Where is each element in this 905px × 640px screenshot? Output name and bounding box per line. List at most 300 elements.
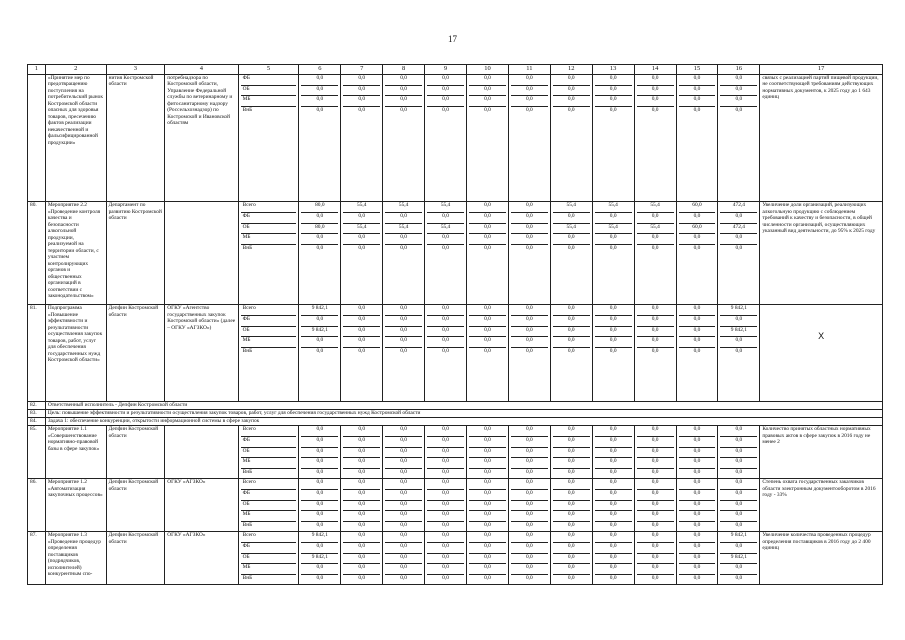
funding-value: 0,0 [637, 96, 674, 107]
row-number: 83. [28, 410, 46, 418]
funding-value: 0,0 [567, 347, 575, 354]
funding-value: 0,0 [609, 521, 617, 528]
year-values-cell [718, 75, 760, 202]
year-values-cell [592, 479, 634, 532]
funding-value: 0,0 [301, 96, 338, 107]
funding-value: 0,0 [469, 554, 506, 565]
funding-value: 0,0 [511, 96, 548, 107]
funding-value: 0,0 [720, 426, 757, 437]
funding-value: 0,0 [301, 564, 338, 575]
year-values-cell [466, 532, 508, 585]
funding-value: 0,0 [525, 106, 533, 113]
expected-result [760, 426, 883, 479]
funding-value: 0,0 [679, 554, 716, 565]
expected-result-text: Степень охвата государственных заказчиков области электронным документооборотом в 2016 году - 33% [762, 479, 876, 499]
funding-value: 0,0 [679, 75, 716, 86]
year-values-cell [299, 202, 341, 305]
funding-value: 0,0 [679, 479, 716, 490]
funding-value: 0,0 [679, 543, 716, 554]
funding-value: 0,0 [301, 75, 338, 86]
funding-value: 55,4 [553, 224, 590, 235]
funding-value: 0,0 [735, 244, 743, 251]
funding-value: 0,0 [385, 327, 422, 338]
funding-value: 0,0 [525, 244, 533, 251]
funding-value: 0,0 [567, 244, 575, 251]
column-number: 16 [718, 65, 760, 75]
year-values-cell [550, 305, 592, 402]
funding-value: 0,0 [427, 532, 464, 543]
year-values-cell [341, 202, 383, 305]
funding-value: 0,0 [637, 554, 674, 565]
funding-value: 0,0 [637, 316, 674, 327]
year-values-cell [508, 75, 550, 202]
funding-value: 0,0 [553, 75, 590, 86]
funding-value: 0,0 [469, 564, 506, 575]
funding-value: 0,0 [511, 234, 548, 245]
year-values-cell [466, 479, 508, 532]
section-row [28, 418, 883, 426]
funding-value: 55,4 [637, 202, 674, 213]
funding-value: 9 842,1 [720, 554, 757, 565]
funding-value: 0,0 [427, 96, 464, 107]
funding-value: 9 842,1 [301, 532, 338, 543]
funding-value: 0,0 [679, 448, 716, 459]
co-executor [165, 426, 238, 479]
funding-source: Всего [241, 202, 297, 213]
funding-value: 0,0 [553, 479, 590, 490]
funding-value: 0,0 [595, 501, 632, 512]
expected-result-text: Количество принятых областных нормативных правовых актов в сфере закупок в 2016 году не менее 2 [762, 426, 871, 446]
funding-value: 0,0 [301, 86, 338, 97]
funding-value: 0,0 [301, 511, 338, 522]
column-number: 9 [425, 65, 467, 75]
funding-value: 0,0 [301, 426, 338, 437]
funding-value: 0,0 [637, 511, 674, 522]
funding-value: 0,0 [484, 347, 491, 354]
funding-source: ОБ [241, 554, 297, 565]
funding-value: 0,0 [427, 213, 464, 224]
funding-value: 0,0 [385, 511, 422, 522]
funding-value: 55,4 [427, 202, 464, 213]
column-number: 4 [165, 65, 238, 75]
activity-name: Мероприятие 1.1 «Совершенствование нормативно-правовой базы в сфере закупок» [45, 426, 106, 479]
year-values-cell [634, 75, 676, 202]
funding-value: 0,0 [442, 521, 449, 528]
funding-value: 0,0 [735, 106, 743, 113]
year-values-cell [508, 202, 550, 305]
funding-value: 0,0 [651, 574, 659, 581]
year-values-cell [299, 75, 341, 202]
funding-value: 0,0 [553, 86, 590, 97]
funding-value: 0,0 [385, 337, 422, 348]
funding-value: 0,0 [427, 511, 464, 522]
funding-value: 0,0 [637, 448, 674, 459]
responsible-executor: Депфин Костромской области [106, 305, 165, 402]
funding-value: 0,0 [301, 213, 338, 224]
funding-value: 0,0 [693, 106, 701, 113]
row-number: 80. [28, 202, 46, 305]
funding-value: 0,0 [525, 521, 533, 528]
funding-value: 0,0 [553, 554, 590, 565]
column-number: 15 [676, 65, 718, 75]
expected-result-text: связых с реализацией партий пищевой продукции, не соответствующей требованиям действующих нормативных документов, к 2025 году до 1 643 единиц [762, 75, 879, 101]
funding-source: ФБ [241, 316, 297, 327]
funding-value: 0,0 [469, 96, 506, 107]
funding-source: Всего [241, 305, 297, 316]
funding-value: 0,0 [385, 316, 422, 327]
column-number-row [28, 65, 883, 75]
funding-value: 0,0 [385, 543, 422, 554]
funding-value: 0,0 [301, 437, 338, 448]
funding-value: 0,0 [525, 347, 533, 354]
funding-value: 55,4 [427, 224, 464, 235]
funding-value: 472,4 [720, 202, 757, 213]
year-values-cell [718, 305, 760, 402]
funding-source: Всего [241, 532, 297, 543]
funding-value: 0,0 [679, 437, 716, 448]
funding-value: 0,0 [385, 448, 422, 459]
funding-value: 0,0 [469, 202, 506, 213]
activity-name: Мероприятие 1.3 «Проведение процедур определения поставщиков (подрядчиков, исполнителей) конкурентным спо- [45, 532, 106, 585]
year-values-cell [550, 532, 592, 585]
funding-value: 0,0 [427, 234, 464, 245]
funding-value: 0,0 [427, 490, 464, 501]
funding-value: 0,0 [651, 521, 659, 528]
table-row [28, 202, 883, 305]
year-values-cell [383, 426, 425, 479]
table-row [28, 305, 883, 402]
funding-value: 0,0 [400, 106, 407, 113]
funding-value: 80,0 [301, 224, 338, 235]
funding-value: 0,0 [469, 224, 506, 235]
funding-value: 0,0 [511, 316, 548, 327]
activity-name: Подпрограмма «Повышение эффективности и результативности осуществления закупок товаров, работ, услуг для обеспечения государственных нужд Костромской области» [45, 305, 106, 402]
funding-value: 0,0 [720, 337, 757, 348]
funding-value: 0,0 [637, 305, 674, 316]
expected-result [760, 75, 883, 202]
funding-source-cell [238, 75, 299, 202]
funding-value: 0,0 [637, 564, 674, 575]
funding-source: ОБ [241, 224, 297, 235]
year-values-cell [634, 305, 676, 402]
expected-result-text: Увеличение количества проведенных процедур определения поставщиков в 2016 году до 2 400 единиц [762, 532, 871, 552]
year-values-cell [508, 479, 550, 532]
funding-value: 0,0 [343, 426, 380, 437]
funding-value: 55,4 [385, 224, 422, 235]
funding-value: 0,0 [595, 327, 632, 338]
funding-value: 0,0 [679, 316, 716, 327]
funding-value: 0,0 [553, 564, 590, 575]
funding-value: 0,0 [484, 521, 491, 528]
funding-value: 0,0 [469, 213, 506, 224]
funding-value: 0,0 [567, 468, 575, 475]
funding-value: 0,0 [720, 501, 757, 512]
funding-value: 0,0 [442, 106, 449, 113]
section-row [28, 402, 883, 410]
funding-value: 472,4 [720, 224, 757, 235]
funding-value: 0,0 [427, 543, 464, 554]
funding-value: 0,0 [469, 448, 506, 459]
funding-value: 0,0 [609, 106, 617, 113]
funding-value: 0,0 [316, 106, 324, 113]
funding-value: 0,0 [469, 501, 506, 512]
year-values-cell [425, 75, 467, 202]
funding-value: 0,0 [511, 501, 548, 512]
funding-source: Всего [241, 426, 297, 437]
funding-value: 0,0 [553, 511, 590, 522]
funding-value: 0,0 [720, 213, 757, 224]
funding-source: МБ [241, 511, 297, 522]
year-values-cell [508, 532, 550, 585]
year-values-cell [383, 532, 425, 585]
year-values-cell [592, 75, 634, 202]
funding-value: 0,0 [511, 213, 548, 224]
funding-value: 0,0 [427, 554, 464, 565]
funding-value: 0,0 [343, 511, 380, 522]
funding-source: ОБ [241, 448, 297, 459]
funding-value: 0,0 [343, 564, 380, 575]
table-row [28, 479, 883, 532]
funding-value: 0,0 [720, 511, 757, 522]
funding-value: 0,0 [679, 490, 716, 501]
funding-value: 0,0 [343, 337, 380, 348]
row-number [28, 75, 46, 202]
funding-value: 0,0 [720, 564, 757, 575]
funding-value: 0,0 [511, 224, 548, 235]
funding-value: 0,0 [511, 305, 548, 316]
row-number: 82. [28, 402, 46, 410]
year-values-cell [634, 532, 676, 585]
column-number: 10 [466, 65, 508, 75]
section-heading: Ответственный исполнитель - Депфин Костромской области [45, 402, 882, 410]
funding-value: 0,0 [651, 244, 659, 251]
funding-value: 0,0 [679, 337, 716, 348]
column-number: 8 [383, 65, 425, 75]
funding-value: 0,0 [427, 426, 464, 437]
funding-value: 0,0 [427, 327, 464, 338]
funding-value: 0,0 [637, 75, 674, 86]
year-values-cell [466, 305, 508, 402]
funding-value: 0,0 [651, 468, 659, 475]
funding-value: 0,0 [720, 479, 757, 490]
funding-value: 0,0 [343, 75, 380, 86]
funding-value: 0,0 [637, 458, 674, 469]
funding-value: 0,0 [469, 543, 506, 554]
funding-value: 0,0 [525, 574, 533, 581]
funding-value: 0,0 [301, 458, 338, 469]
funding-value: 0,0 [609, 347, 617, 354]
funding-value: 0,0 [511, 543, 548, 554]
funding-value: 0,0 [469, 327, 506, 338]
activity-name: Мероприятие 1.2 «Автоматизация закупочных процессов» [45, 479, 106, 532]
funding-value: 0,0 [511, 337, 548, 348]
funding-value: 0,0 [637, 327, 674, 338]
funding-value: 0,0 [427, 479, 464, 490]
column-number: 12 [550, 65, 592, 75]
funding-value: 0,0 [720, 96, 757, 107]
column-number: 6 [299, 65, 341, 75]
funding-value: 0,0 [427, 75, 464, 86]
funding-value: 0,0 [511, 426, 548, 437]
funding-source: ВнБ [242, 347, 253, 354]
table-row [28, 426, 883, 479]
funding-value: 0,0 [511, 564, 548, 575]
funding-value: 0,0 [553, 458, 590, 469]
table-row [28, 75, 883, 202]
funding-value: 0,0 [720, 316, 757, 327]
year-values-cell [676, 426, 718, 479]
funding-value: 0,0 [343, 543, 380, 554]
activity-name: Мероприятие 2.2 «Проведение контроля качества и безопасности алкогольной продукции, реализуемой на территории области, с участием контролирующих органов и общественных организаций в соответствии с законодательством» [45, 202, 106, 305]
funding-value: 0,0 [553, 305, 590, 316]
funding-value: 0,0 [301, 448, 338, 459]
funding-source: ОБ [241, 327, 297, 338]
funding-value: 0,0 [427, 458, 464, 469]
year-values-cell [341, 532, 383, 585]
co-executor [165, 202, 238, 305]
funding-value: 0,0 [693, 347, 701, 354]
funding-value: 0,0 [301, 337, 338, 348]
funding-value: 0,0 [469, 458, 506, 469]
funding-value: 0,0 [567, 106, 575, 113]
funding-value: 0,0 [637, 337, 674, 348]
funding-value: 80,0 [301, 202, 338, 213]
funding-value: 55,4 [637, 224, 674, 235]
expected-result [760, 202, 883, 305]
funding-value: 0,0 [720, 234, 757, 245]
funding-value: 0,0 [511, 86, 548, 97]
funding-value: 0,0 [720, 437, 757, 448]
funding-value: 0,0 [511, 202, 548, 213]
year-values-cell [718, 426, 760, 479]
funding-source: ВнБ [242, 468, 253, 475]
funding-value: 0,0 [553, 532, 590, 543]
funding-value: 9 842,1 [301, 305, 338, 316]
funding-value: 9 842,1 [301, 327, 338, 338]
funding-value: 55,4 [343, 202, 380, 213]
funding-value: 0,0 [693, 521, 701, 528]
funding-value: 0,0 [595, 554, 632, 565]
funding-value: 0,0 [343, 479, 380, 490]
funding-value: 0,0 [595, 234, 632, 245]
column-number: 1 [28, 65, 46, 75]
funding-value: 0,0 [595, 437, 632, 448]
funding-value: 9 842,1 [720, 305, 757, 316]
funding-source-cell [238, 202, 299, 305]
funding-value: 0,0 [469, 426, 506, 437]
expected-result [760, 479, 883, 532]
funding-value: 0,0 [553, 426, 590, 437]
funding-value: 0,0 [595, 532, 632, 543]
funding-source: МБ [241, 337, 297, 348]
funding-value: 0,0 [595, 564, 632, 575]
column-number: 14 [634, 65, 676, 75]
funding-value: 0,0 [553, 437, 590, 448]
funding-value: 0,0 [553, 490, 590, 501]
co-executor: ОГКУ «АГЗКО» [165, 479, 238, 532]
funding-value: 0,0 [679, 213, 716, 224]
funding-value: 0,0 [301, 490, 338, 501]
funding-value: 0,0 [343, 96, 380, 107]
funding-value: 9 842,1 [720, 532, 757, 543]
funding-value: 0,0 [301, 543, 338, 554]
funding-value: 0,0 [427, 337, 464, 348]
year-values-cell [341, 479, 383, 532]
year-values-cell [676, 202, 718, 305]
not-applicable-mark: X [818, 331, 825, 342]
funding-value: 0,0 [343, 458, 380, 469]
funding-value: 0,0 [609, 574, 617, 581]
funding-source: ФБ [241, 213, 297, 224]
funding-value: 0,0 [400, 468, 407, 475]
funding-value: 60,0 [679, 224, 716, 235]
funding-value: 0,0 [343, 532, 380, 543]
funding-value: 0,0 [595, 543, 632, 554]
funding-value: 0,0 [316, 347, 324, 354]
year-values-cell [425, 426, 467, 479]
funding-value: 9 842,1 [720, 327, 757, 338]
co-executor: ОГКУ «Агентство государственных закупок Костромской области» (далее – ОГКУ «АГЗКО») [165, 305, 238, 402]
funding-value: 0,0 [400, 347, 407, 354]
section-row [28, 410, 883, 418]
funding-value: 0,0 [469, 305, 506, 316]
row-number: 86. [28, 479, 46, 532]
year-values-cell [466, 202, 508, 305]
year-values-cell [425, 305, 467, 402]
year-values-cell [592, 202, 634, 305]
funding-value: 0,0 [679, 305, 716, 316]
funding-value: 0,0 [358, 347, 366, 354]
funding-value: 0,0 [595, 337, 632, 348]
row-number: 87. [28, 532, 46, 585]
funding-value: 0,0 [609, 468, 617, 475]
funding-value: 0,0 [637, 501, 674, 512]
funding-source: ФБ [241, 437, 297, 448]
funding-value: 0,0 [442, 468, 449, 475]
funding-value: 0,0 [469, 479, 506, 490]
column-number: 13 [592, 65, 634, 75]
funding-value: 0,0 [343, 327, 380, 338]
funding-value: 0,0 [316, 574, 324, 581]
year-values-cell [508, 305, 550, 402]
funding-value: 0,0 [609, 244, 617, 251]
funding-value: 0,0 [637, 543, 674, 554]
section-heading: Задача 1: обеспечение конкуренции, открытости информационной системы в сфере закупок [45, 418, 882, 426]
responsible-executor: Депфин Костромской области [106, 426, 165, 479]
funding-value: 0,0 [511, 532, 548, 543]
funding-value: 0,0 [595, 490, 632, 501]
funding-value: 0,0 [385, 564, 422, 575]
funding-value: 0,0 [385, 86, 422, 97]
funding-value: 0,0 [720, 543, 757, 554]
column-number: 3 [106, 65, 165, 75]
funding-value: 0,0 [385, 479, 422, 490]
column-number: 5 [238, 65, 299, 75]
funding-source: МБ [241, 564, 297, 575]
year-values-cell [299, 426, 341, 479]
funding-value: 0,0 [679, 96, 716, 107]
funding-value: 0,0 [343, 490, 380, 501]
funding-value: 0,0 [385, 96, 422, 107]
funding-value: 0,0 [720, 75, 757, 86]
funding-value: 0,0 [343, 305, 380, 316]
activity-name: «Принятие мер по предотвращению поступления на потребительский рынок Костромской области опасных для здоровья товаров, пресечению фактов реализации некачественной и фальсифицированной продукции» [45, 75, 106, 202]
year-values-cell [676, 532, 718, 585]
funding-value: 0,0 [343, 554, 380, 565]
funding-value: 0,0 [595, 511, 632, 522]
funding-value: 0,0 [343, 86, 380, 97]
funding-source: МБ [241, 234, 297, 245]
